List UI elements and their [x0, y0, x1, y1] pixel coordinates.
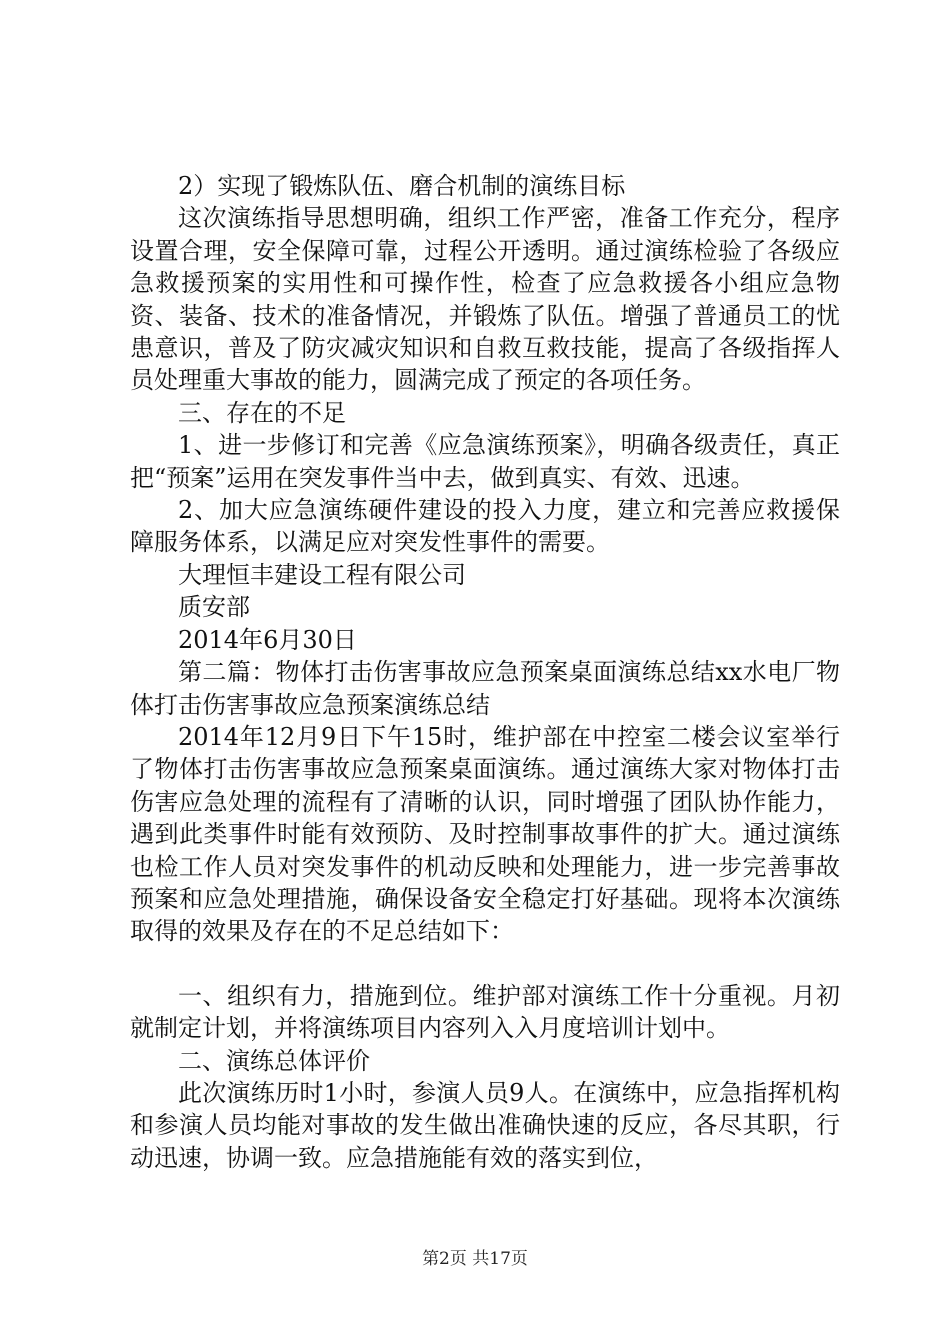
signature-company: 大理恒丰建设工程有限公司 [178, 560, 466, 589]
page-footer: 第2页 共17页 [422, 1249, 528, 1269]
paragraph-exercise-intro: 2014年12月9日下午15时，维护部在中控室二楼会议室举行了物体打击伤害事故应急预案桌面演练。通过演练大家对物体打击伤害应急处理的流程有了清晰的认识，同时增强了团队协作能力，遇到此类事件时能有效预防、及时控制事故事件的扩大。通过演练也检工作人员对突发事件的机动反映和处理能力，进一步完善事故预案和应急处理措施，确保设备安全稳定打好基础。现将本次演练取得的效果及存在的不足总结如下： [130, 722, 840, 946]
paragraph-shortcoming-1: 1、进一步修订和完善《应急演练预案》，明确各级责任，真正把“预案”运用在突发事件当中去，做到真实、有效、迅速。 [130, 431, 840, 492]
paragraph-exercise-summary: 这次演练指导思想明确，组织工作严密，准备工作充分，程序设置合理，安全保障可靠，过程公开透明。通过演练检验了各级应急救援预案的实用性和可操作性，检查了应急救援各小组应急物资、装备、技术的准备情况，并锻炼了队伍。增强了普通员工的忧患意识，普及了防灾减灾知识和自救互救技能，提高了各级指挥人员处理重大事故的能力，圆满完成了预定的各项任务。 [130, 204, 840, 395]
paragraph-organization: 一、组织有力，措施到位。维护部对演练工作十分重视。月初就制定计划，并将演练项目内容列入入月度培训计划中。 [130, 981, 840, 1043]
paragraph-evaluation: 此次演练历时1小时，参演人员9人。在演练中，应急指挥机构和参演人员均能对事故的发生做出准确快速的反应，各尽其职，行动迅速，协调一致。应急措施能有效的落实到位， [130, 1078, 840, 1172]
blank-line [130, 948, 840, 980]
signature-date: 2014年6月30日 [178, 625, 357, 654]
document-body [130, 170, 840, 1174]
subheading-exercise-goal: 2）实现了锻炼队伍、磨合机制的演练目标 [178, 172, 626, 200]
paragraph-shortcoming-2: 2、加大应急演练硬件建设的投入力度，建立和完善应救援保障服务体系，以满足应对突发性事件的需要。 [130, 496, 840, 557]
chapter-two-title: 第二篇：物体打击伤害事故应急预案桌面演练总结xx水电厂物体打击伤害事故应急预案演练总结 [130, 658, 840, 719]
section-heading-overall-evaluation: 二、演练总体评价 [178, 1046, 370, 1075]
signature-department: 质安部 [178, 593, 250, 622]
section-heading-shortcomings: 三、存在的不足 [178, 398, 346, 427]
